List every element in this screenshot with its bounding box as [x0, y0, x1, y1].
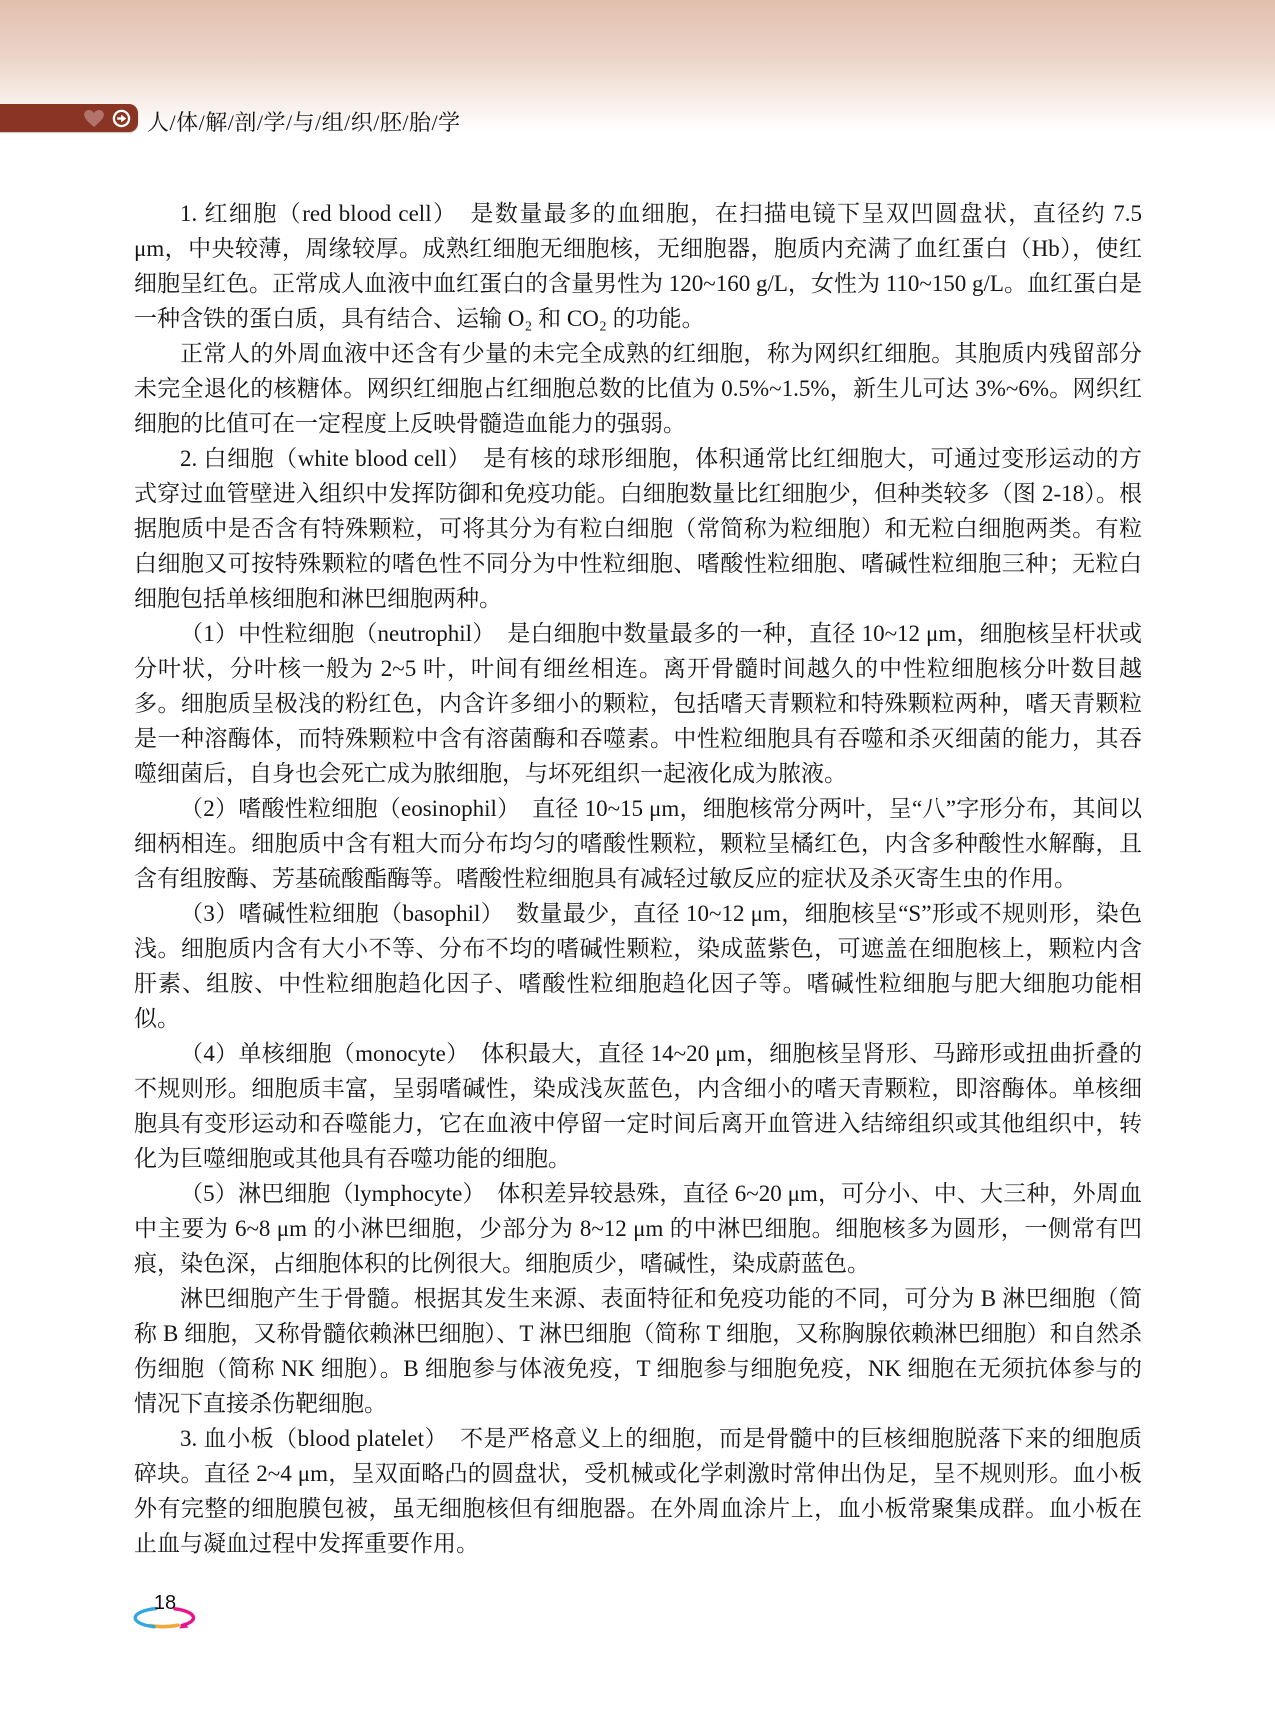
heart-icon — [83, 109, 105, 128]
body-paragraph: （3）嗜碱性粒细胞（basophil） 数量最少，直径 10~12 μm，细胞核呈“S”形或不规则形，染色浅。细胞质内含有大小不等、分布不均的嗜碱性颗粒，染成蓝紫色，可遮盖在细胞核上，颗粒内含肝素、组胺、中性粒细胞趋化因子、嗜酸性粒细胞趋化因子等。嗜碱性粒细胞与肥大细胞功能相似。 — [134, 901, 1142, 1031]
circle-arrow-right-icon — [112, 109, 131, 128]
body-paragraph: 正常人的外周血液中还含有少量的未完全成熟的红细胞，称为网织红细胞。其胞质内残留部分未完全退化的核糖体。网织红细胞占红细胞总数的比值为 0.5%~1.5%，新生儿可达 3%~6%。网织红细胞的比值可在一定程度上反映骨髓造血能力的强弱。 — [134, 341, 1142, 436]
body-paragraph: （2）嗜酸性粒细胞（eosinophil） 直径 10~15 μm，细胞核常分两叶，呈“八”字形分布，其间以细柄相连。细胞质中含有粗大而分布均匀的嗜酸性颗粒，颗粒呈橘红色，内含多种酸性水解酶，且含有组胺酶、芳基硫酸酯酶等。嗜酸性粒细胞具有减轻过敏反应的症状及杀灭寄生虫的作用。 — [134, 796, 1142, 891]
body-paragraph: （1）中性粒细胞（neutrophil） 是白细胞中数量最多的一种，直径 10~12 μm，细胞核呈杆状或分叶状，分叶核一般为 2~5 叶，叶间有细丝相连。离开骨髓时间越久的中性粒细胞核分叶数目越多。细胞质呈极浅的粉红色，内含许多细小的颗粒，包括嗜天青颗粒和特殊颗粒两种，嗜天青颗粒是一种溶酶体，而特殊颗粒中含有溶菌酶和吞噬素。中性粒细胞具有吞噬和杀灭细菌的能力，其吞噬细菌后，自身也会死亡成为脓细胞，与坏死组织一起液化成为脓液。 — [134, 621, 1142, 786]
body-paragraph: 淋巴细胞产生于骨髓。根据其发生来源、表面特征和免疫功能的不同，可分为 B 淋巴细胞（简称 B 细胞，又称骨髓依赖淋巴细胞）、T 淋巴细胞（简称 T 细胞，又称胸腺依赖淋巴细胞）和自然杀伤细胞（简称 NK 细胞）。B 细胞参与体液免疫，T 细胞参与细胞免疫，NK 细胞在无须抗体参与的情况下直接杀伤靶细胞。 — [134, 1286, 1142, 1416]
page-footer — [132, 1592, 198, 1632]
body-paragraph: （5）淋巴细胞（lymphocyte） 体积差异较悬殊，直径 6~20 μm，可分小、中、大三种，外周血中主要为 6~8 μm 的小淋巴细胞，少部分为 8~12 μm 的中淋巴细胞。细胞核多为圆形，一侧常有凹痕，染色深，占细胞体积的比例很大。细胞质少，嗜碱性，染成蔚蓝色。 — [134, 1181, 1142, 1276]
page-title: 人/体/解/剖/学/与/组/织/胚/胎/学 — [147, 110, 461, 135]
body-paragraph: 1. 红细胞（red blood cell） 是数量最多的血细胞，在扫描电镜下呈双凹圆盘状，直径约 7.5 μm，中央较薄，周缘较厚。成熟红细胞无细胞核，无细胞器，胞质内充满了血红蛋白（Hb），使红细胞呈红色。正常成人血液中血红蛋白的含量男性为 120~160 g/L，女性为 110~150 g/L。血红蛋白是一种含铁的蛋白质，具有结合、运输 O₂ 和 CO₂ 的功能。 — [134, 201, 1142, 331]
header-bar — [0, 104, 138, 132]
body-paragraph: 3. 血小板（blood platelet） 不是严格意义上的细胞，而是骨髓中的巨核细胞脱落下来的细胞质碎块。直径 2~4 μm，呈双面略凸的圆盘状，受机械或化学刺激时常伸出伪足，呈不规则形。血小板外有完整的细胞膜包被，虽无细胞核但有细胞器。在外周血涂片上，血小板常聚集成群。血小板在止血与凝血过程中发挥重要作用。 — [134, 1426, 1142, 1556]
body-paragraph: （4）单核细胞（monocyte） 体积最大，直径 14~20 μm，细胞核呈肾形、马蹄形或扭曲折叠的不规则形。细胞质丰富，呈弱嗜碱性，染成浅灰蓝色，内含细小的嗜天青颗粒，即溶酶体。单核细胞具有变形运动和吞噬能力，它在血液中停留一定时间后离开血管进入结缔组织或其他组织中，转化为巨噬细胞或其他具有吞噬功能的细胞。 — [134, 1041, 1142, 1171]
body-paragraph: 2. 白细胞（white blood cell） 是有核的球形细胞，体积通常比红细胞大，可通过变形运动的方式穿过血管壁进入组织中发挥防御和免疫功能。白细胞数量比红细胞少，但种类较多（图 2-18）。根据胞质中是否含有特殊颗粒，可将其分为有粒白细胞（常简称为粒细胞）和无粒白细胞两类。有粒白细胞又可按特殊颗粒的嗜色性不同分为中性粒细胞、嗜酸性粒细胞、嗜碱性粒细胞三种；无粒白细胞包括单核细胞和淋巴细胞两种。 — [134, 446, 1142, 611]
body-text — [134, 196, 1142, 1561]
page-number: 18 — [153, 1592, 177, 1614]
